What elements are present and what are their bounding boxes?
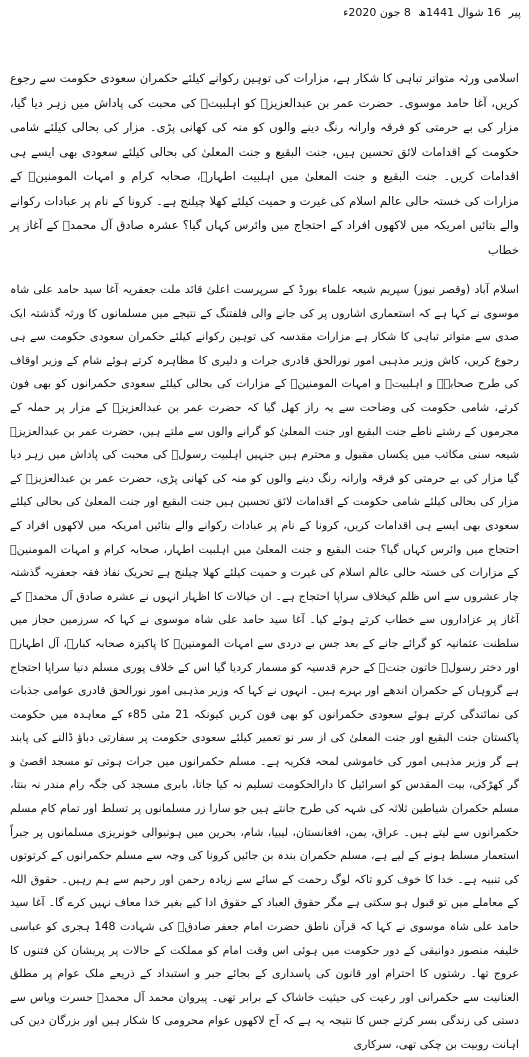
headline-block: اسلامی ورثہ متواتر تباہی کا شکار ہے، مزارات کی توہین رکوانے کیلئے حکمران سعودی حکومت سے رجوع کریں، آغا حامد موسوی۔ حضرت عمر بن عبدالعزیزؒ کو اہلبیتؑ کی محبت کی پاداش میں زہر دیا گیا، مزار کی بے حرمتی کو فرقہ وارانہ رنگ دینے والوں کو منہ کی کھانی پڑی۔ مزار کی بحالی کیلئے شامی حکومت کے اقدامات لائق تحسین ہیں، جنت البقیع و جنت المعلیٰ کی بحالی کیلئے سعودی بھی ایسے ہی اقدامات کریں۔ جنت البقیع و جنت المعلیٰ میں اہلبیت اطہارؑ، صحابہ کرام و امہات المومنینؓ کے مزارات کی خستہ حالی عالم اسلام کی غیرت و حمیت کیلئے کھلا چیلنج ہے۔ کرونا کے نام پر عبادات رکوانے والے بتائیں امریکہ میں لاکھوں افراد کے احتجاج میں وائرس کہاں گیا؟ عشرہ صادق آل محمدؑ کے آغاز پر خطاب: [10, 71, 519, 257]
article-body: اسلام آباد (وقصر نیوز) سپریم شیعہ علماء بورڈ کے سرپرست اعلیٰ قائد ملت جعفریہ آغا سید حامد علی شاہ موسوی نے کہا ہے کہ استعماری اشاروں پر کی جانے والی فلفتنگ کے نتیجے میں مسلمانوں کا ورثہ گذشتہ ایک صدی سے متواتر تباہی کا شکار ہے مزارات مقدسہ کی توہین رکوانے کیلئے حکمران سعودی حکومت سے ہی رجوع کریں، کاش وزیر مذہبی امور نورالحق قادری جرات و دلیری کا مظاہرہ کرتے ہوئے شام کے وزیر اوقاف کی طرح صحابہؓ و اہلبیتؑ و امہات المومنینؓ کے مزارات کی بحالی کیلئے سعودی حکمرانوں کو بھی فون کرتے، شامی حکومت کی وضاحت سے یہ راز کھل گیا کہ حضرت عمر بن عبدالعزیزؒ کے مزار پر حملہ کے مجرموں کے رشتے ناطے جنت البقیع اور جنت المعلیٰ کو گرانے والوں سے ملتے ہیں، حضرت عمر بن عبدالعزیزؒ شیعہ سنی مکاتب میں یکساں مقبول و محترم ہیں جنہیں اہلبیت رسولؐ کی محبت کی پاداش میں زہر دیا گیا مزار کی بے حرمتی کو فرقہ وارانہ رنگ دینے والوں کو منہ کی کھانی پڑی، حضرت عمر بن عبدالعزیزؒ کے مزار کی بحالی کیلئے شامی حکومت کے اقدامات لائق تحسین ہیں جنت البقیع اور جنت المعلیٰ کی بحالی کیلئے سعودی بھی ایسے ہی اقدامات کریں، کرونا کے نام پر عبادات رکوانے والے بتائیں امریکہ میں لاکھوں افراد کے احتجاج میں وائرس کہاں گیا؟ جنت البقیع و جنت المعلیٰ میں اہلبیت اطہار، صحابہ کرام و امہات المومنینؓ کے مزارات کی خستہ حالی عالم اسلام کی غیرت و حمیت کیلئے کھلا چیلنج ہے تحریک نفاذ فقہ جعفریہ گذشتہ چار عشروں سے اس ظلم کیخلاف سراپا احتجاج ہے۔ ان خیالات کا اظہار انہوں نے عشرہ صادق آل محمدؑ کے آغاز پر عزاداروں سے خطاب کرتے ہوئے کیا۔ آغا سید حامد علی شاہ موسوی نے کہا کہ سرزمین حجاز میں سلطنت عثمانیہ کو گرائے جانے کے بعد جس بے دردی سے امہات المومنینؓ کا پاکیزہ صحابہ کبارؓ، آل اطہارؑ اور دختر رسولؐ خاتون جنتؑ کے حرم قدسیہ کو مسمار کردیا گیا اس کے خلاف پوری مسلم دنیا سراپا احتجاج ہے گروہاں کے حکمران اندھے اور بہرے ہیں۔ انہوں نے کہا کہ وزیر مذہبی امور نورالحق قادری عوامی جذبات کی نمائندگی کرتے ہوئے سعودی حکمرانوں کو بھی فون کریں کیونکہ 21 مئی 85ء کے معاہدہ میں حکومت پاکستان جنت البقیع اور جنت المعلیٰ کی از سر نو تعمیر کیلئے سعودی حکومت پر سفارتی دباؤ ڈالنے کی پابند ہے گر وزیر مذہبی امور کی خاموشی لمحہ فکریہ ہے۔ مسلم حکمرانوں میں جرات ہوتی تو مسجد اقصیٰ و گر کھڑکی، بیت المقدس کو اسرائیل کا دارالحکومت تسلیم نہ کیا جاتا، بابری مسجد کی جگہ رام مندر نہ بنتا، مسلم حکمران شیاطین ثلاثہ کی شہہ کی طرح جانتے ہیں جو سارا زر مسلمانوں پر تسلط اور تمام کام مسلم حکمرانوں سے لیتے ہیں۔ عراق، یمن، افغانستان، لیبیا، شام، بحرین میں ہونیوالی خونریزی مسلمانوں پر جبراً استعمار مسلط ہونے کے لیے ہے، مسلم حکمران بندہ بن جائیں کرونا کی وجہ سے مسلم حکمرانوں کے کرتوتوں کی تنبیہ ہے۔ خدا کا خوف کرو تاکہ لوگ رحمت کے سائے سے زیادہ رحمن اور رحیم سے ہم رہیں۔ حقوق اللہ کے معاملے میں تو قبول ہو سکتی ہے مگر حقوق العباد کے حقوق ادا کیے بغیر خدا معاف نہیں کرے گا۔ آغا سید حامد علی شاہ موسوی نے کہا کہ قرآن ناطق حضرت امام جعفر صادقؑ کی شہادت 148 ہجری کو عباسی خلیفہ منصور دوانیقی کے دور حکومت میں ہوئی اس وقت امام کو مملکت کے حالات پر پریشان کن فتنوں کا عروج تھا۔ رشتوں کا احترام اور قانون کی پاسداری کے بجائے جبر و استبداد کے ذریعے ملک عوام پر مطلق العنانیت سے حکمرانی اور رعیت کی حیثیت خاشاک کے برابر تھی۔ پیروان محمد آل محمدؐ حسرت ویاس سے دستی کی زندگی بسر کرتے جس کا نتیجہ یہ ہے کہ آج لاکھوں عوام محرومی کا شکار ہیں اور بزرگان دین کی اہانت روبیت بن چکی تھی، سرکاری: [10, 283, 519, 1051]
dateline-day: پیر: [508, 6, 521, 19]
dateline-hijri: 16 شوال 1441ھ: [418, 6, 502, 19]
dateline: [8, 0, 521, 22]
dateline-gregorian: 8 جون 2020ء: [343, 6, 411, 19]
